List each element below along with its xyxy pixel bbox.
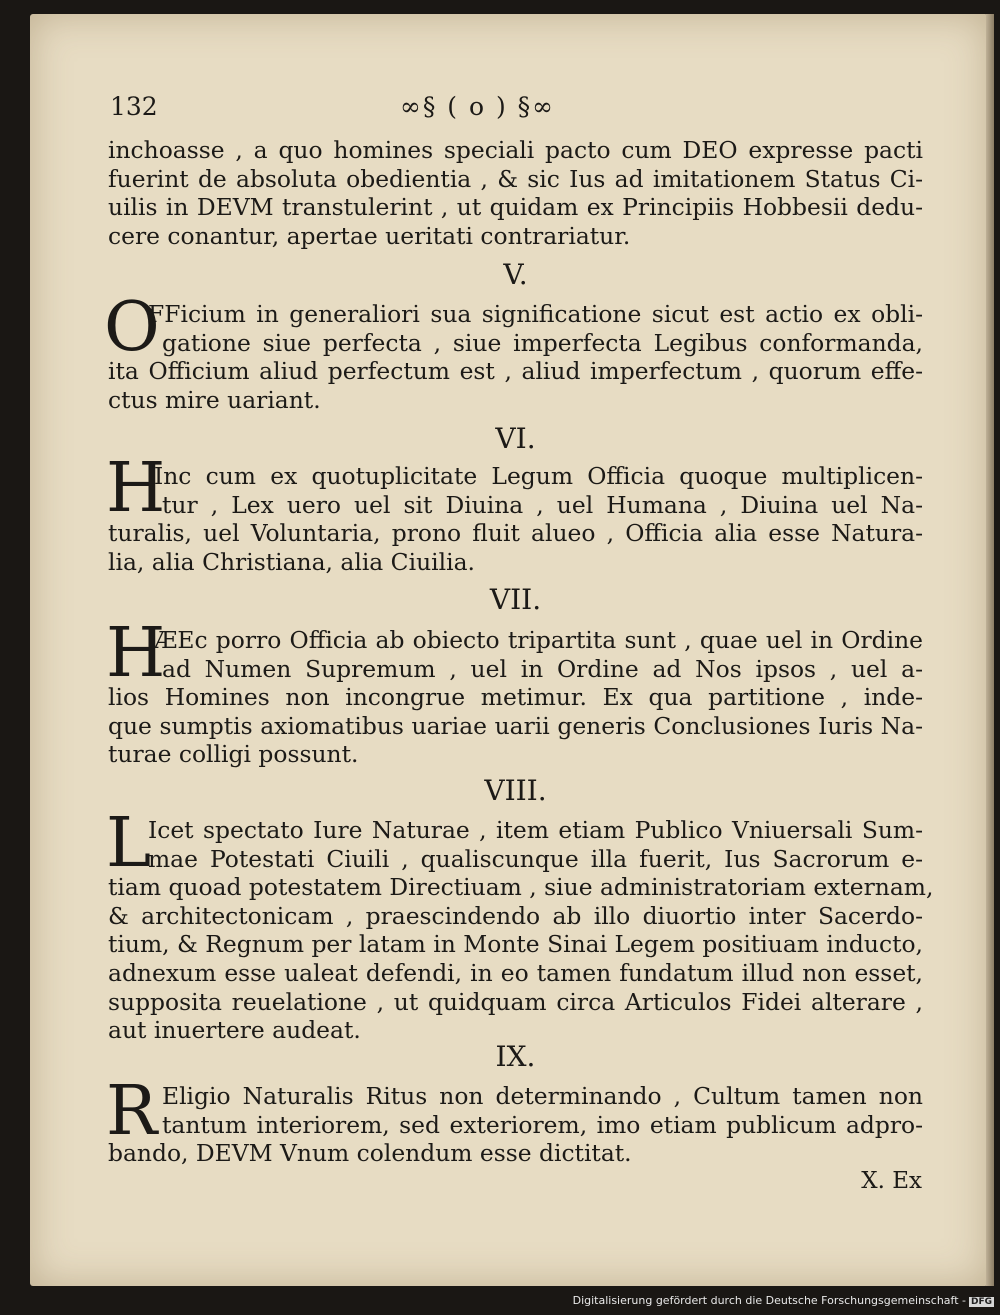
section-heading-vi: VI. — [495, 422, 536, 455]
text-line: FFicium in generaliori sua significatione sicut est actio ex obli- — [148, 300, 923, 328]
section-paragraph-vii — [108, 626, 923, 769]
text-line: aut inuertere audeat. — [108, 1016, 361, 1045]
drop-cap: O — [104, 288, 160, 367]
text-line: ita Officium aliud perfectum est , aliud imperfectum , quorum effe- — [108, 357, 923, 386]
section-heading-viii: VIII. — [484, 774, 547, 807]
text-line: Icet spectato Iure Naturae , item etiam Publico Vniuersali Sum- — [148, 816, 923, 844]
text-line: turae colligi possunt. — [108, 740, 359, 769]
page-edge — [986, 14, 994, 1286]
section-paragraph-ix — [108, 1082, 923, 1168]
text-line: & architectonicam , praescindendo ab illo diuortio inter Sacerdo- — [108, 901, 923, 930]
text-line: gatione siue perfecta , siue imperfecta Legibus conformanda, — [162, 328, 923, 357]
text-line: tantum interiorem, sed exteriorem, imo etiam publicum adpro- — [162, 1110, 923, 1139]
text-line: inchoasse , a quo homines speciali pacto cum DEO expresse pacti — [108, 136, 923, 164]
drop-cap: H — [106, 449, 166, 528]
text-line: tur , Lex uero uel sit Diuina , uel Humana , Diuina uel Na- — [162, 490, 923, 519]
text-line: Inc cum ex quotuplicitate Legum Officia quoque multiplicen- — [154, 462, 923, 490]
intro-paragraph — [108, 136, 923, 250]
running-title-ornament: ∞§ ( o ) §∞ — [400, 92, 555, 121]
text-line: Eligio Naturalis Ritus non determinando , Cultum tamen non — [162, 1082, 923, 1110]
section-heading-vii: VII. — [489, 583, 542, 616]
dfg-logo[interactable]: DFG — [970, 1297, 992, 1307]
text-line: supposita reuelatione , ut quidquam circa Articulos Fidei alterare , — [108, 987, 923, 1016]
text-line: ad Numen Supremum , uel in Ordine ad Nos ipsos , uel a- — [162, 654, 923, 683]
drop-cap: R — [106, 1072, 158, 1151]
page-number: 132 — [110, 92, 158, 121]
digitization-credit — [573, 1294, 994, 1307]
credit-text: Digitalisierung gefördert durch die Deutsche Forschungsgemeinschaft - — [572, 1294, 966, 1307]
text-line: ÆEc porro Officia ab obiecto tripartita sunt , quae uel in Ordine — [154, 626, 923, 654]
section-heading-v: V. — [503, 258, 528, 291]
section-paragraph-v — [108, 300, 923, 414]
text-line: tiam quoad potestatem Directiuam , siue administratoriam externam, — [108, 873, 934, 902]
text-line: uilis in DEVM transtulerint , ut quidam ex Principiis Hobbesii dedu- — [108, 193, 923, 222]
text-line: lia, alia Christiana, alia Ciuilia. — [108, 547, 475, 576]
text-line: tium, & Regnum per latam in Monte Sinai Legem positiuam inducto, — [108, 930, 923, 959]
catchword: X. Ex — [861, 1168, 922, 1194]
text-line: adnexum esse ualeat defendi, in eo tamen fundatum illud non esset, — [108, 958, 923, 987]
text-line: fuerint de absoluta obedientia , & sic Ius ad imitationem Status Ci- — [108, 164, 923, 193]
text-line: turalis, uel Voluntaria, prono fluit alueo , Officia alia esse Natura- — [108, 519, 923, 548]
drop-cap: L — [106, 804, 152, 883]
drop-cap: H — [106, 614, 166, 693]
text-line: lios Homines non incongrue metimur. Ex qua partitione , inde- — [108, 683, 923, 712]
text-line: cere conantur, apertae ueritati contrariatur. — [108, 221, 631, 250]
page-header — [110, 92, 925, 126]
section-paragraph-viii — [108, 816, 934, 1045]
text-line: ctus mire uariant. — [108, 385, 321, 414]
text-line: que sumptis axiomatibus uariae uarii generis Conclusiones Iuris Na- — [108, 711, 923, 740]
section-paragraph-vi — [108, 462, 923, 576]
section-heading-ix: IX. — [495, 1040, 536, 1073]
text-line: mae Potestati Ciuili , qualiscunque illa fuerit, Ius Sacrorum e- — [148, 844, 923, 873]
text-line: bando, DEVM Vnum colendum esse dictitat. — [108, 1139, 632, 1168]
